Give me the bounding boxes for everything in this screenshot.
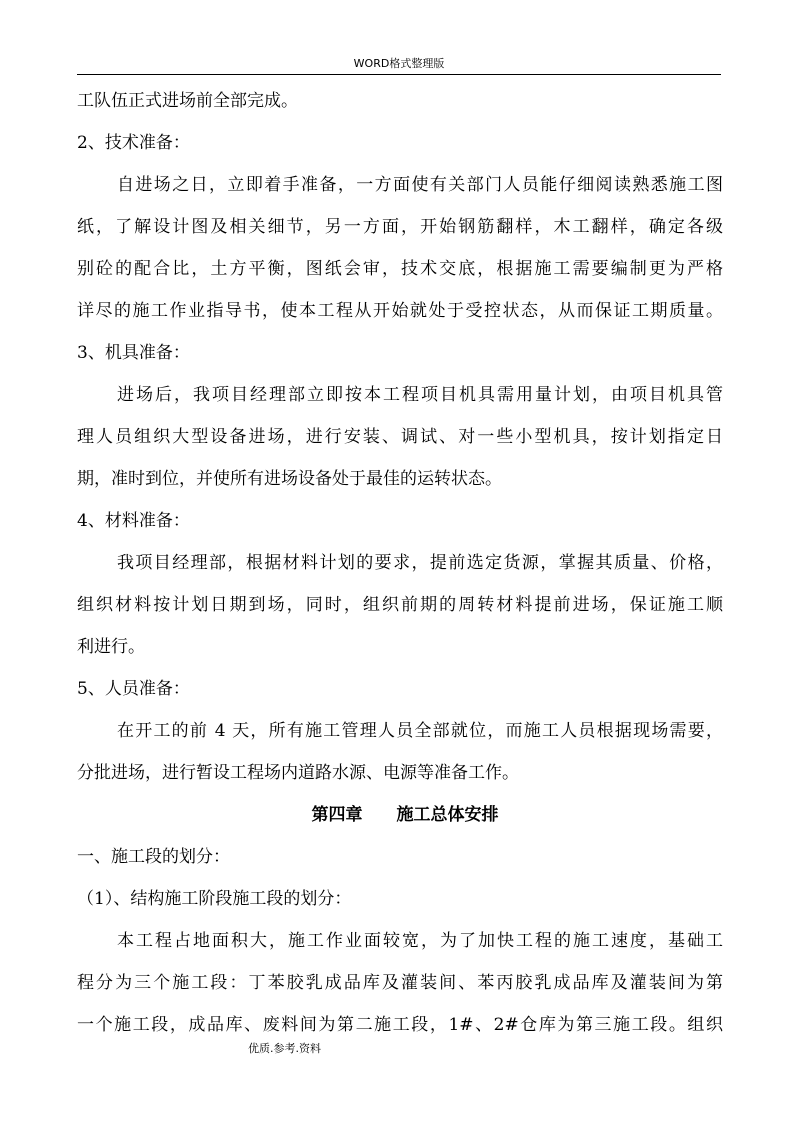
page-footer: 优质.参考.资料 xyxy=(248,1042,321,1055)
text-line: 5、人员准备： xyxy=(77,679,190,699)
text-line: 进场后，我项目经理部立即按本工程项目机具需用量计划，由项目机具管 xyxy=(117,385,723,405)
text-line: 利进行。 xyxy=(77,637,145,657)
text-line: 本工程占地面积大，施工作业面较宽，为了加快工程的施工速度，基础工 xyxy=(117,931,723,951)
page-header: WORD格式整理版 xyxy=(77,56,721,75)
text-line: 自进场之日，立即着手准备，一方面使有关部门人员能仔细阅读熟悉施工图 xyxy=(117,175,723,195)
document-body xyxy=(77,80,723,1046)
text-line: 别砼的配合比，土方平衡，图纸会审，技术交底，根据施工需要编制更为严格 xyxy=(77,259,723,279)
text-line: 分批进场，进行暂设工程场内道路水源、电源等准备工作。 xyxy=(77,763,519,783)
text-line: 程分为三个施工段：丁苯胶乳成品库及灌装间、苯丙胶乳成品库及灌装间为第 xyxy=(77,973,723,993)
text-line: 在开工的前 4 天，所有施工管理人员全部就位，而施工人员根据现场需要， xyxy=(117,721,723,741)
text-line: 一、施工段的划分： xyxy=(77,847,230,867)
text-line: 4、材料准备： xyxy=(77,511,190,531)
text-line: 3、机具准备： xyxy=(77,343,190,363)
chapter-heading: 第四章 施工总体安排 xyxy=(311,805,499,825)
text-line: 理人员组织大型设备进场，进行安装、调试、对一些小型机具，按计划指定日 xyxy=(77,427,723,447)
text-line: 我项目经理部，根据材料计划的要求，提前选定货源，掌握其质量、价格， xyxy=(117,553,723,573)
text-line: （1）、结构施工阶段施工段的划分： xyxy=(77,889,352,909)
text-line: 详尽的施工作业指导书，使本工程从开始就处于受控状态，从而保证工期质量。 xyxy=(77,301,723,321)
text-line: 一个施工段，成品库、废料间为第二施工段，1#、2#仓库为第三施工段。组织 xyxy=(77,1015,723,1035)
text-line: 组织材料按计划日期到场，同时，组织前期的周转材料提前进场，保证施工顺 xyxy=(77,595,723,615)
text-line: 期，准时到位，并使所有进场设备处于最佳的运转状态。 xyxy=(77,469,502,489)
text-line: 工队伍正式进场前全部完成。 xyxy=(77,91,298,111)
text-line: 纸，了解设计图及相关细节，另一方面，开始钢筋翻样，木工翻样，确定各级 xyxy=(77,217,723,237)
text-line: 2、技术准备： xyxy=(77,133,190,153)
